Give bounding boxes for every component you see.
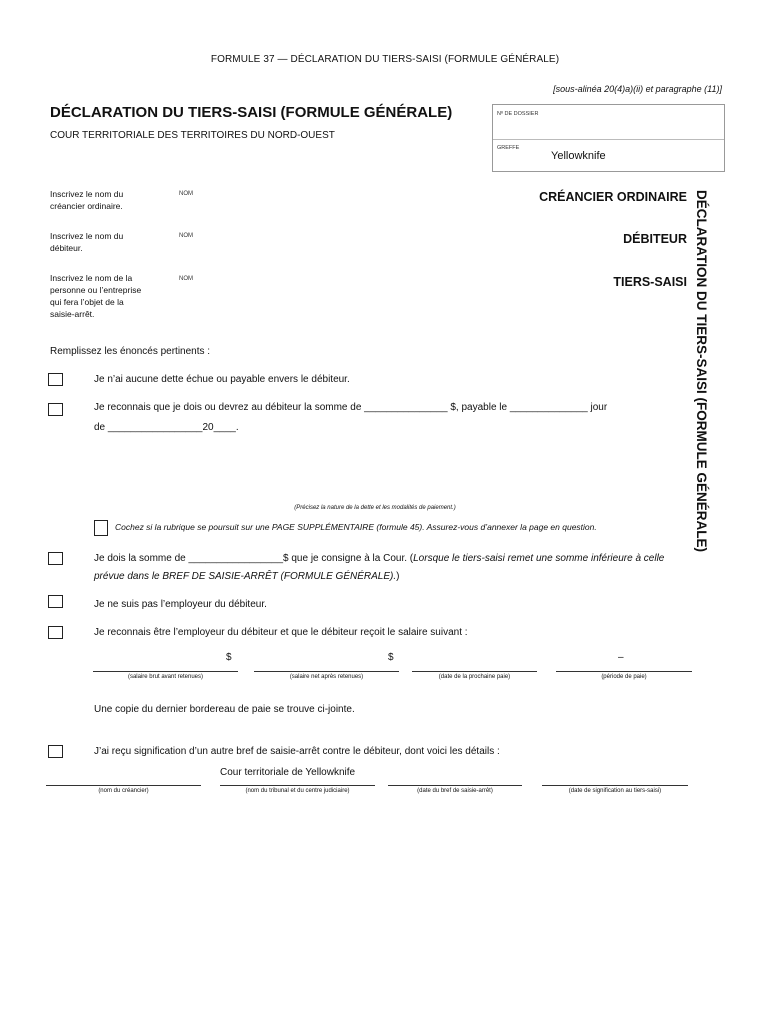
consign-text: Je dois la somme de _________________$ que je consigne à la Cour. ( [94, 553, 414, 564]
file-number-label: Nº DE DOSSIER [497, 111, 539, 117]
gross-dollar: $ [226, 652, 232, 663]
consign-close: ) [396, 571, 400, 582]
pay-period-caption: (période de paie) [601, 674, 647, 680]
payslip-note: Une copie du dernier bordereau de paie se trouve ci-jointe. [94, 704, 355, 715]
pay-period-line [556, 671, 692, 672]
court-name: COUR TERRITORIALE DES TERRITOIRES DU NORD-OUEST [50, 130, 335, 141]
next-pay-line [412, 671, 537, 672]
registry-field[interactable]: Yellowknife [551, 150, 606, 162]
net-caption: (salaire net après retenues) [289, 674, 364, 680]
gross-line [93, 671, 238, 672]
file-info-box [492, 104, 725, 172]
writ-creditor-caption: (nom du créancier) [98, 788, 149, 794]
box-divider [493, 139, 724, 140]
extra-page-checkbox[interactable] [94, 520, 108, 536]
net-dollar: $ [388, 652, 394, 663]
service-date-field[interactable] [542, 768, 688, 784]
writ-date-line [388, 785, 522, 786]
owe-debtor-statement: Je reconnais que je dois ou devrez au débiteur la somme de _______________ $, payable le ______________ jour [94, 402, 608, 413]
other-writ-statement: J’ai reçu signification d’un autre bref de saisie-arrêt contre le débiteur, dont voici les détails : [94, 746, 500, 757]
extra-page-note: Cochez si la rubrique se poursuit sur une PAGE SUPPLÉMENTAIRE (formule 45). Assurez-vous d’annexer la page en question. [115, 522, 597, 532]
writ-date-field[interactable] [388, 768, 522, 784]
creditor-role: CRÉANCIER ORDINAIRE [539, 190, 687, 204]
no-debt-statement: Je n’ai aucune dette échue ou payable envers le débiteur. [94, 374, 350, 385]
writ-court-caption: (nom du tribunal et du centre judiciaire) [245, 788, 350, 794]
debtor-name-label: NOM [179, 233, 193, 239]
garnishee-name-label: NOM [179, 276, 193, 282]
registry-label: GREFFE [497, 145, 520, 151]
no-debt-checkbox[interactable] [48, 373, 63, 386]
next-pay-date-field[interactable] [412, 650, 537, 670]
next-pay-caption: (date de la prochaine paie) [438, 674, 511, 680]
other-writ-checkbox[interactable] [48, 745, 63, 758]
pay-period-dash: – [618, 652, 624, 663]
employer-checkbox[interactable] [48, 626, 63, 639]
gross-salary-field[interactable] [93, 650, 238, 670]
garnishee-role: TIERS-SAISI [613, 275, 687, 289]
creditor-name-writ-field[interactable] [46, 768, 201, 784]
debtor-instruction: Inscrivez le nom du débiteur. [50, 231, 124, 253]
debtor-role: DÉBITEUR [623, 232, 687, 246]
garnishee-name-field[interactable] [200, 271, 530, 287]
employer-statement: Je reconnais être l’employeur du débiteur et que le débiteur reçoit le salaire suivant : [94, 627, 468, 638]
writ-creditor-line [46, 785, 201, 786]
debt-nature-note: (Précisez la nature de la dette et les modalités de paiement.) [294, 505, 456, 511]
garnishee-instruction: Inscrivez le nom de la personne ou l’entreprise qui fera l’objet de la saisie-arrêt. [50, 273, 142, 319]
fill-instruction: Remplissez les énoncés pertinents : [50, 346, 211, 357]
page-title: DÉCLARATION DU TIERS-SAISI (FORMULE GÉNÉRALE) [50, 104, 453, 121]
consign-statement [94, 550, 674, 586]
owe-debtor-date: de _________________20____. [94, 422, 239, 433]
consign-checkbox[interactable] [48, 552, 63, 565]
gross-caption: (salaire brut avant retenues) [127, 674, 204, 680]
creditor-name-label: NOM [179, 191, 193, 197]
not-employer-checkbox[interactable] [48, 595, 63, 608]
form-number-title: FORMULE 37 — DÉCLARATION DU TIERS-SAISI (FORMULE GÉNÉRALE) [210, 54, 560, 65]
service-date-caption: (date de signification au tiers-saisi) [568, 788, 662, 794]
debtor-name-field[interactable] [200, 228, 530, 244]
consign-note-cont: prévue dans le BREF DE SAISIE-ARRÊT (FORMULE GÉNÉRALE). [94, 571, 397, 582]
service-date-line [542, 785, 688, 786]
court-name-writ-field[interactable]: Cour territoriale de Yellowknife [220, 767, 356, 778]
creditor-name-field[interactable] [200, 186, 530, 202]
side-title-text: DÉCLARATION DU TIERS-SAISI (FORMULE GÉNÉRALE) [694, 190, 709, 552]
net-salary-field[interactable] [254, 650, 399, 670]
legal-reference: [sous-alinéa 20(4)a)(ii) et paragraphe (11)] [553, 84, 722, 94]
debt-details-field[interactable] [94, 440, 654, 498]
creditor-instruction: Inscrivez le nom du créancier ordinaire. [50, 189, 124, 211]
consign-note: Lorsque le tiers-saisi remet une somme inférieure à celle [413, 553, 665, 564]
pay-period-field[interactable] [556, 650, 692, 670]
side-title [679, 190, 709, 590]
owe-debtor-checkbox[interactable] [48, 403, 63, 416]
not-employer-statement: Je ne suis pas l’employeur du débiteur. [94, 599, 267, 610]
net-line [254, 671, 399, 672]
writ-date-caption: (date du bref de saisie-arrêt) [417, 788, 493, 794]
writ-court-line [220, 785, 375, 786]
